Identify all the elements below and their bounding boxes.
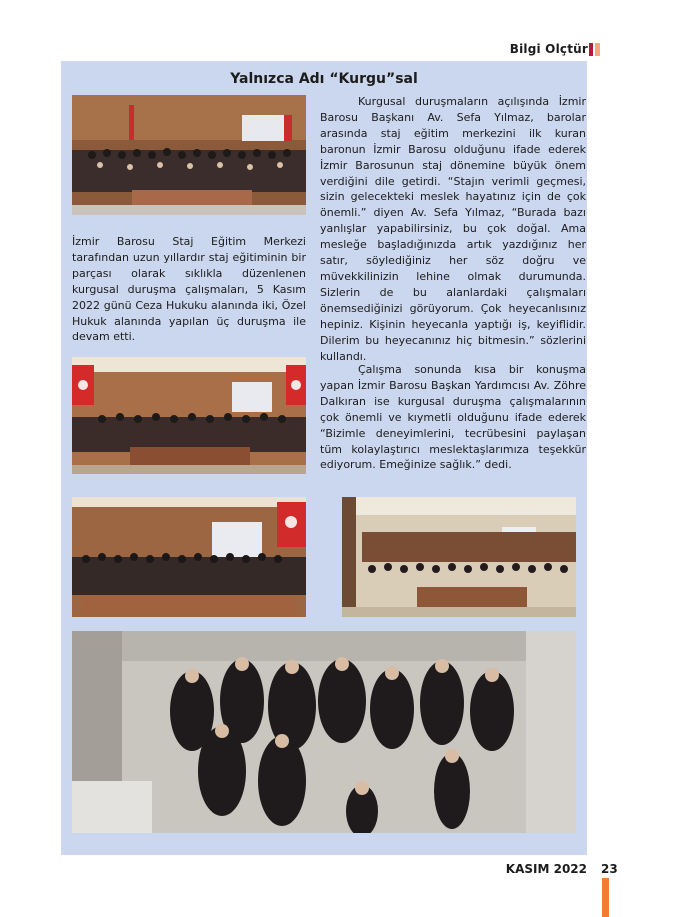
photo-crowd-hall	[72, 631, 576, 833]
photo-courtroom-group-1	[72, 95, 306, 215]
photo-courtroom-group-4	[342, 497, 576, 617]
accent-bar-red	[589, 43, 593, 56]
section-title: Bilgi Olçtür	[509, 42, 588, 56]
article-paragraph-2: Çalışma sonunda kısa bir konuşma yapan İzmir Barosu Başkan Yardımcısı Av. Zöhre Dalkıran ise kurgusal duruşma çalışmalarının çok önemli ve kıymetli olduğunu ifade ederek “Bizimle deneyimlerini, tecrübesini paylaşan tüm kolaylaştırıcı meslektaşlarımıza teşekkür ediyorum. Emeğinize sağlık.” dedi.	[320, 363, 586, 472]
issue-date: KASIM 2022	[505, 862, 587, 876]
photo-courtroom-group-2	[72, 357, 306, 474]
accent-bar-peach	[595, 43, 600, 56]
article-title: Yalnızca Adı “Kurgu”sal	[230, 71, 418, 87]
page-accent-bar	[602, 878, 609, 917]
photo-courtroom-group-3	[72, 497, 306, 617]
article-intro: İzmir Barosu Staj Eğitim Merkezi tarafından uzun yıllardır staj eğitiminin bir parçası olarak sıklıkla düzenlenen kurgusal duruşma çalışmaları, 5 Kasım 2022 günü Ceza Hukuku alanında iki, Özel Hukuk alanında yapılan üç duruşma ile devam etti.	[72, 235, 306, 344]
article-paragraph-1: Kurgusal duruşmaların açılışında İzmir Barosu Başkanı Av. Sefa Yılmaz, barolar arasında staj eğitim merkezini ilk kuran baronun İzmir Barosu olduğunu ifade ederek İzmir Barosunun staj dönemine büyük önem verdiğini dile getirdi. “Stajın verimli geçmesi, sizin gelecekteki meslek hayatınız için de çok önemli.” diyen Av. Sefa Yılmaz, “Burada bazı yanlışlar yapabilirsiniz, bu çok doğal. Ama mesleğe başladığınızda artık yazdığınız her satır, söylediğiniz her söz doğru ve müvekkilinizin lehine olmak durumunda. Sizlerin de bu alanlardaki çalışmaları önemsediğinizi görüyorum. Çok heyecanlısınız hepiniz. Kişinin heyecanla yaptığı iş, keyiflidir. Dilerim bu heyecanınız hiç bitmesin.” sözlerini kullandı.	[320, 95, 586, 363]
page-number: 23	[601, 862, 618, 876]
section-accent-bars	[589, 43, 601, 56]
